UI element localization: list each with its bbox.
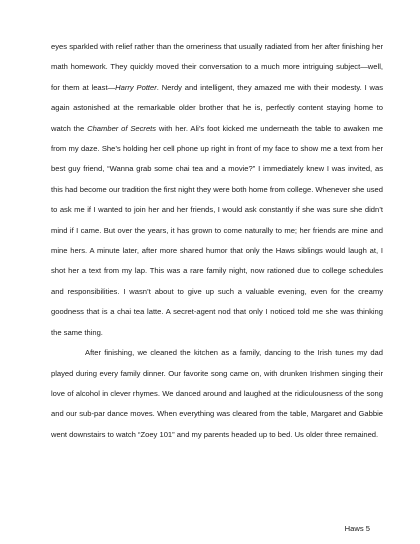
page-footer: Haws 5 — [344, 524, 370, 533]
paragraph-1-text-a: eyes sparkled with relief rather than the orneriness that usually radiated from her after finishing her math homework. They quickly moved their conversation to a much more intriguing subject—well, for them at least— — [51, 42, 383, 92]
title-chamber-of-secrets: Chamber of Secrets — [87, 123, 157, 133]
paragraph-1-text-c: with her. Ali’s foot kicked me underneath the table to awaken me from my daze. She’s holding her cell phone up right in front of my face to show me a text from her best guy friend, “Wanna grab some chai tea and a movie?” I immediately knew I was invited, as this had become our tradition the first night they were both home from college. Whenever she used to ask me if I wanted to join her and her friends, I would ask constantly if she was sure she didn’t mind if I came. But over the years, it has grown to come naturally to me; her friends are mine and mine hers. A minute later, after more shared humor that only the Haws siblings would laugh at, I shot her a text from my lap. This was a rare family night, now rationed due to college schedules and responsibilities. I wasn’t about to give up such a valuable evening, even for the creamy goodness that is a chai tea latte. A secret-agent nod that only I noticed told me she was thinking the same thing. — [51, 123, 383, 337]
paragraph-1-text-b: . Nerdy and intelligent, they amazed me with their modesty. I was again astonished at the remarkable older brother that he is, perfectly content staying home to watch the — [51, 82, 383, 133]
title-harry-potter: Harry Potter — [115, 82, 157, 92]
body-text — [51, 37, 383, 445]
paragraph-2: After finishing, we cleaned the kitchen as a family, dancing to the Irish tunes my dad played during every family dinner. Our favorite song came on, with drunken Irishmen singing their love of alcohol in clever rhymes. We danced around and laughed at the ridiculousness of the song and our sub-par dance moves. When everything was cleared from the table, Margaret and Gabbie went downstairs to watch “Zoey 101” and my parents headed up to bed. Us older three remained. — [51, 348, 383, 439]
paragraph-1 — [51, 37, 383, 343]
